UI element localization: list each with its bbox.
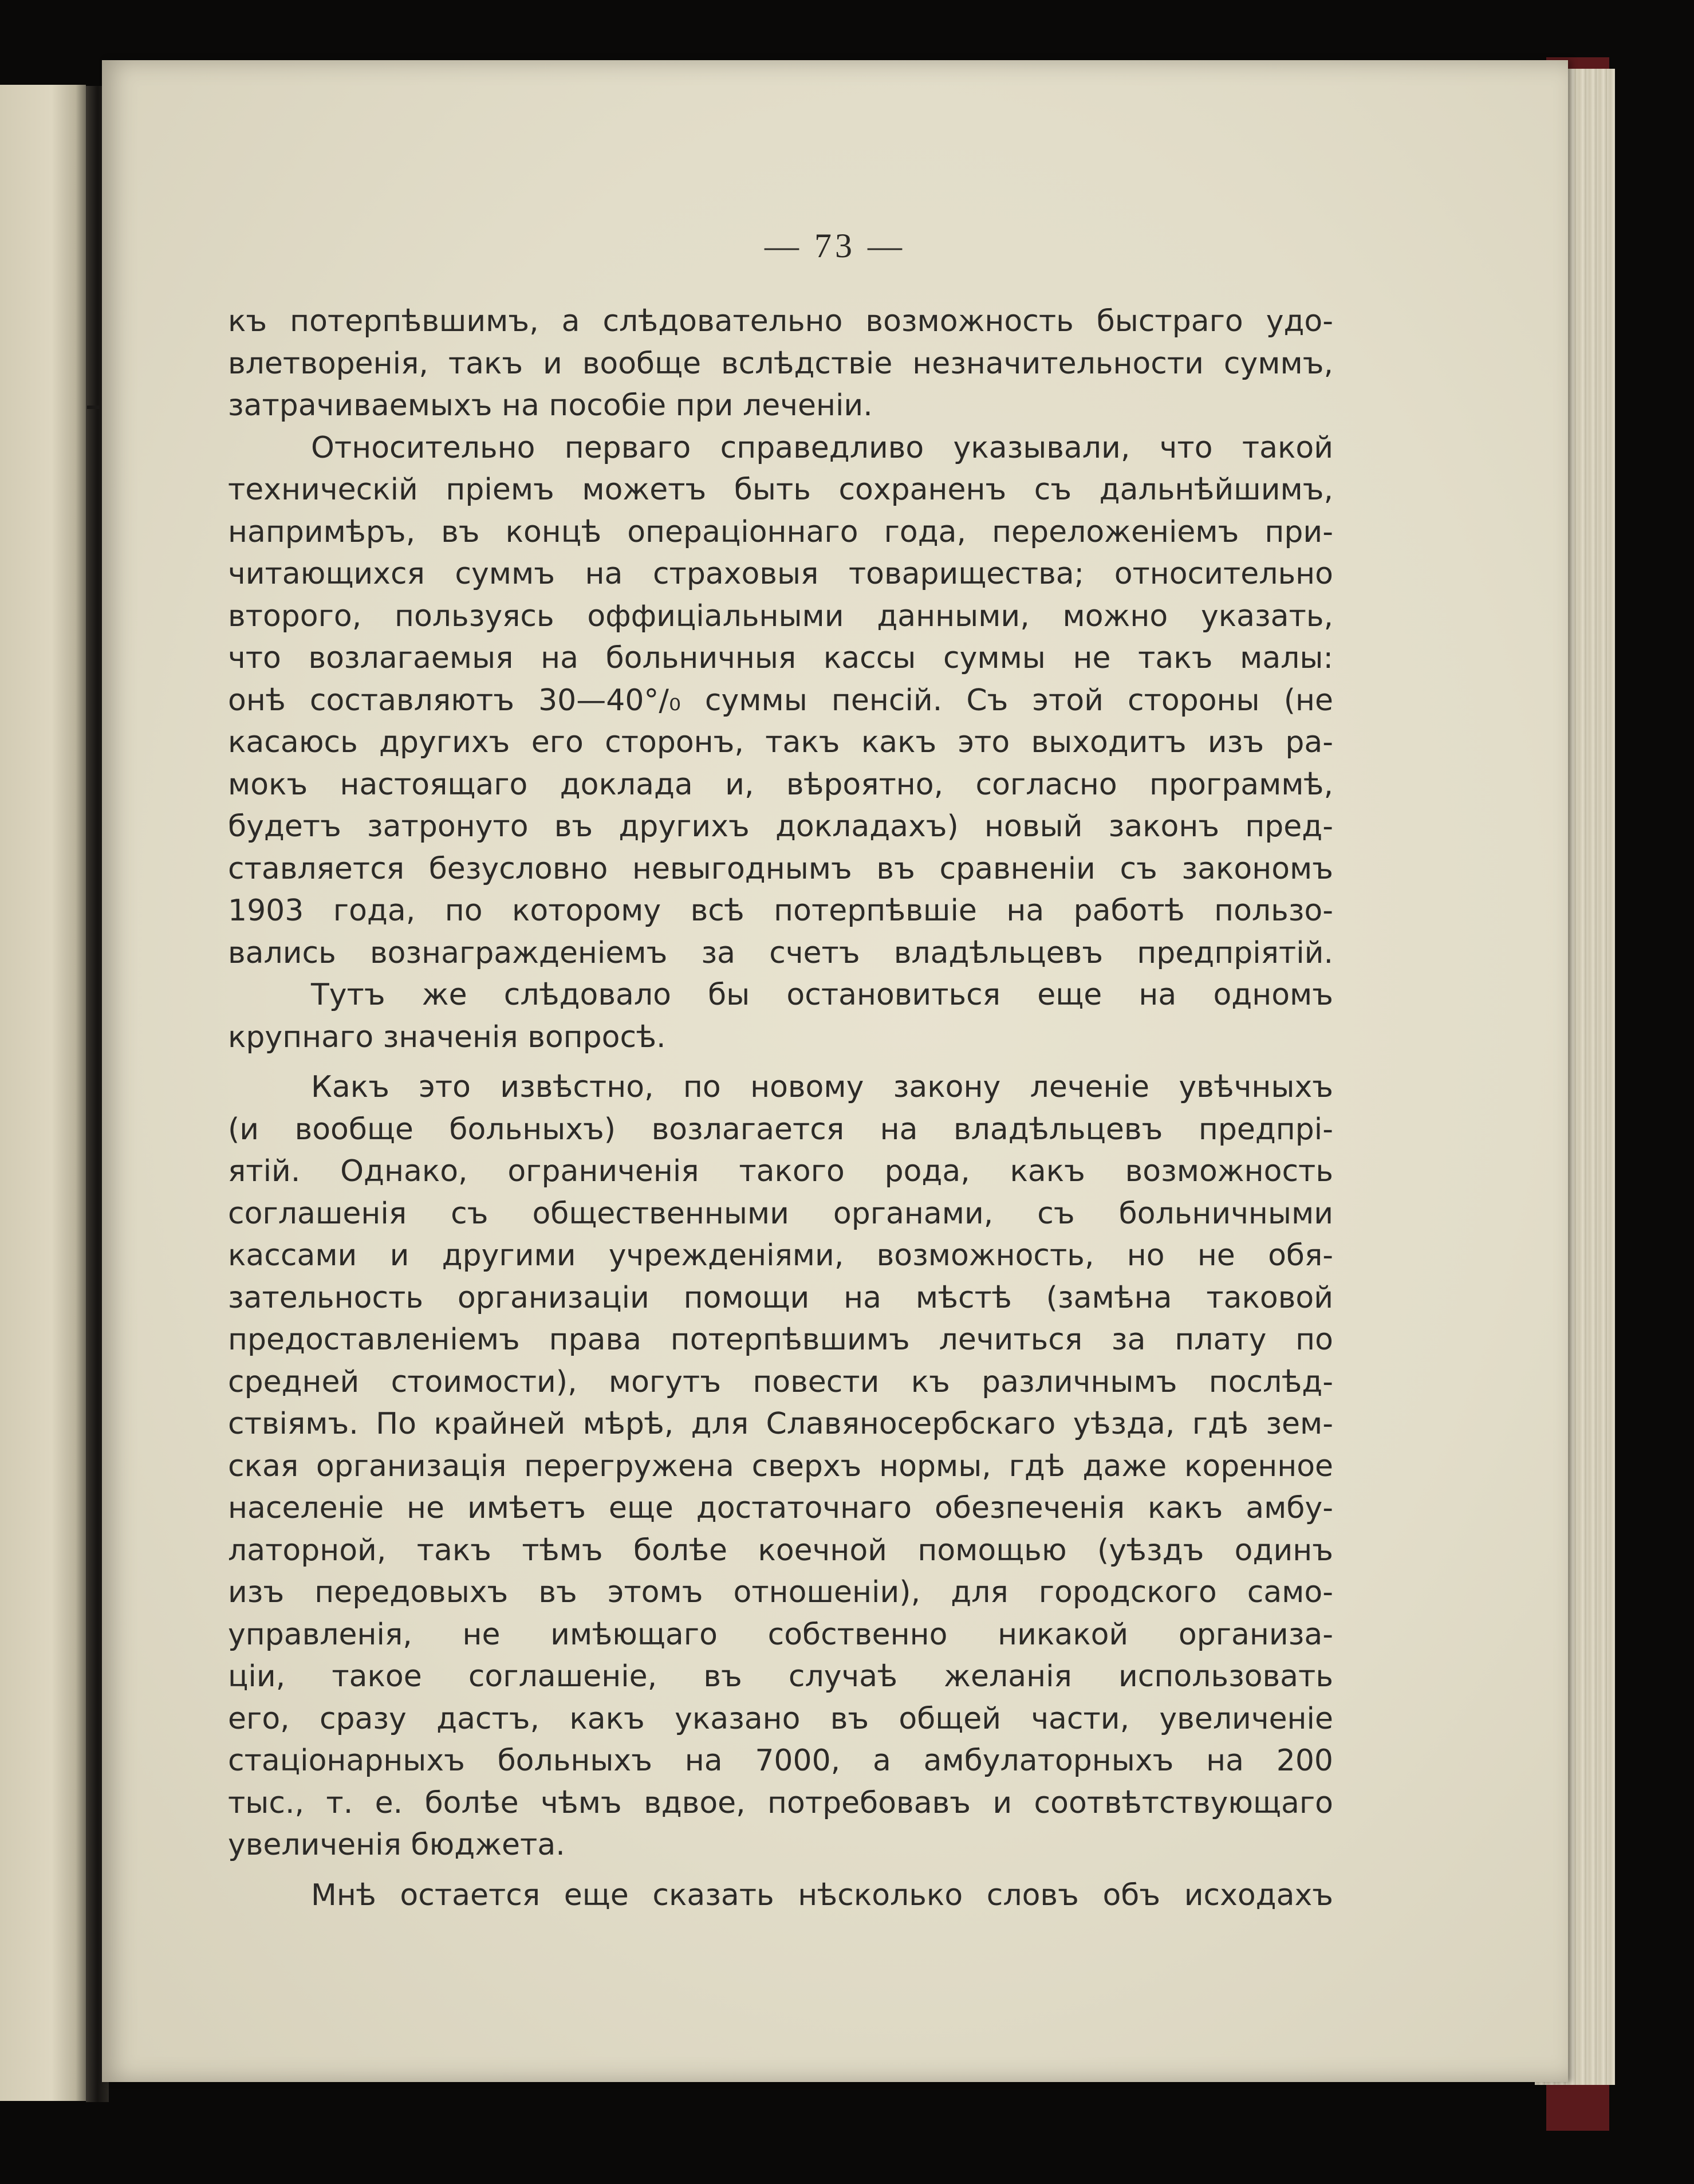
text-line: латорной, такъ тѣмъ болѣе коечной помощью (уѣздъ одинъ — [228, 1533, 1333, 1568]
text-line: будетъ затронуто въ другихъ докладахъ) новый законъ пред- — [228, 809, 1333, 844]
text-line: 1903 года, по которому всѣ потерпѣвшіе на работѣ пользо- — [228, 894, 1333, 928]
text-line: вались вознагражденіемъ за счетъ владѣльцевъ предпріятій. — [228, 935, 1333, 970]
text-line: ставляется безусловно невыгоднымъ въ сравненіи съ закономъ — [228, 851, 1333, 886]
text-line: его, сразу дастъ, какъ указано въ общей части, увеличеніе — [228, 1701, 1333, 1736]
page-number: — 73 — — [765, 227, 905, 265]
text-line: кассами и другими учрежденіями, возможность, но не обя- — [228, 1238, 1333, 1273]
text-line: изъ передовыхъ въ этомъ отношеніи), для городского само- — [228, 1575, 1333, 1610]
text-line: напримѣръ, въ концѣ операціоннаго года, переложеніемъ при- — [228, 514, 1333, 549]
text-line: ціи, такое соглашеніе, въ случаѣ желанія использовать — [228, 1659, 1333, 1694]
page-body — [228, 301, 1333, 1917]
text-line: Относительно перваго справедливо указывали, что такой — [311, 430, 1333, 465]
text-line: зательность организаціи помощи на мѣстѣ (замѣна таковой — [228, 1280, 1333, 1315]
text-line: затрачиваемыхъ на пособіе при леченіи. — [228, 388, 873, 423]
text-line: Тутъ же слѣдовало бы остановиться еще на одномъ — [311, 978, 1333, 1012]
text-line: крупнаго значенія вопросѣ. — [228, 1020, 666, 1054]
text-line: соглашенія съ общественными органами, съ больничными — [228, 1196, 1333, 1231]
text-line: ствіямъ. По крайней мѣрѣ, для Славяносербскаго уѣзда, гдѣ зем- — [228, 1407, 1333, 1441]
text-line: Какъ это извѣстно, по новому закону леченіе увѣчныхъ — [311, 1070, 1333, 1104]
text-line: что возлагаемыя на больничныя кассы суммы не такъ малы: — [228, 641, 1333, 675]
text-line: къ потерпѣвшимъ, а слѣдовательно возможность быстраго удо- — [228, 304, 1333, 339]
text-line: стаціонарныхъ больныхъ на 7000, а амбулаторныхъ на 200 — [228, 1744, 1333, 1778]
text-line: предоставленіемъ права потерпѣвшимъ лечиться за плату по — [228, 1323, 1333, 1357]
text-line: мокъ настоящаго доклада и, вѣроятно, согласно программѣ, — [228, 767, 1333, 802]
text-line: ская организація перегружена сверхъ нормы, гдѣ даже коренное — [228, 1449, 1333, 1483]
text-line: читающихся суммъ на страховыя товарищества; относительно — [228, 557, 1333, 591]
text-line: средней стоимости), могутъ повести къ различнымъ послѣд- — [228, 1364, 1333, 1399]
text-line: населеніе не имѣетъ еще достаточнаго обезпеченія какъ амбу- — [228, 1491, 1333, 1525]
text-line: онѣ составляютъ 30—40°/₀ суммы пенсій. Съ этой стороны (не — [228, 683, 1333, 718]
text-line: второго, пользуясь оффиціальными данными, можно указать, — [228, 599, 1333, 633]
margin-mark — [87, 406, 100, 409]
text-line: Мнѣ остается еще сказать нѣсколько словъ объ исходахъ — [311, 1878, 1333, 1913]
text-line: (и вообще больныхъ) возлагается на владѣльцевъ предпрі- — [228, 1112, 1333, 1147]
text-line: увеличенія бюджета. — [228, 1828, 565, 1862]
text-line: влетворенія, такъ и вообще вслѣдствіе незначительности суммъ, — [228, 346, 1333, 381]
text-line: управленія, не имѣющаго собственно никакой организа- — [228, 1617, 1333, 1652]
text-line: техническій пріемъ можетъ быть сохраненъ съ дальнѣйшимъ, — [228, 473, 1333, 507]
left-facing-page — [0, 85, 86, 2101]
text-line: тыс., т. е. болѣе чѣмъ вдвое, потребовавъ и соотвѣтствующаго — [228, 1785, 1333, 1820]
text-line: касаюсь другихъ его сторонъ, такъ какъ это выходитъ изъ ра- — [228, 725, 1333, 760]
book-page — [102, 60, 1568, 2082]
text-line: ятій. Однако, ограниченія такого рода, какъ возможность — [228, 1154, 1333, 1189]
